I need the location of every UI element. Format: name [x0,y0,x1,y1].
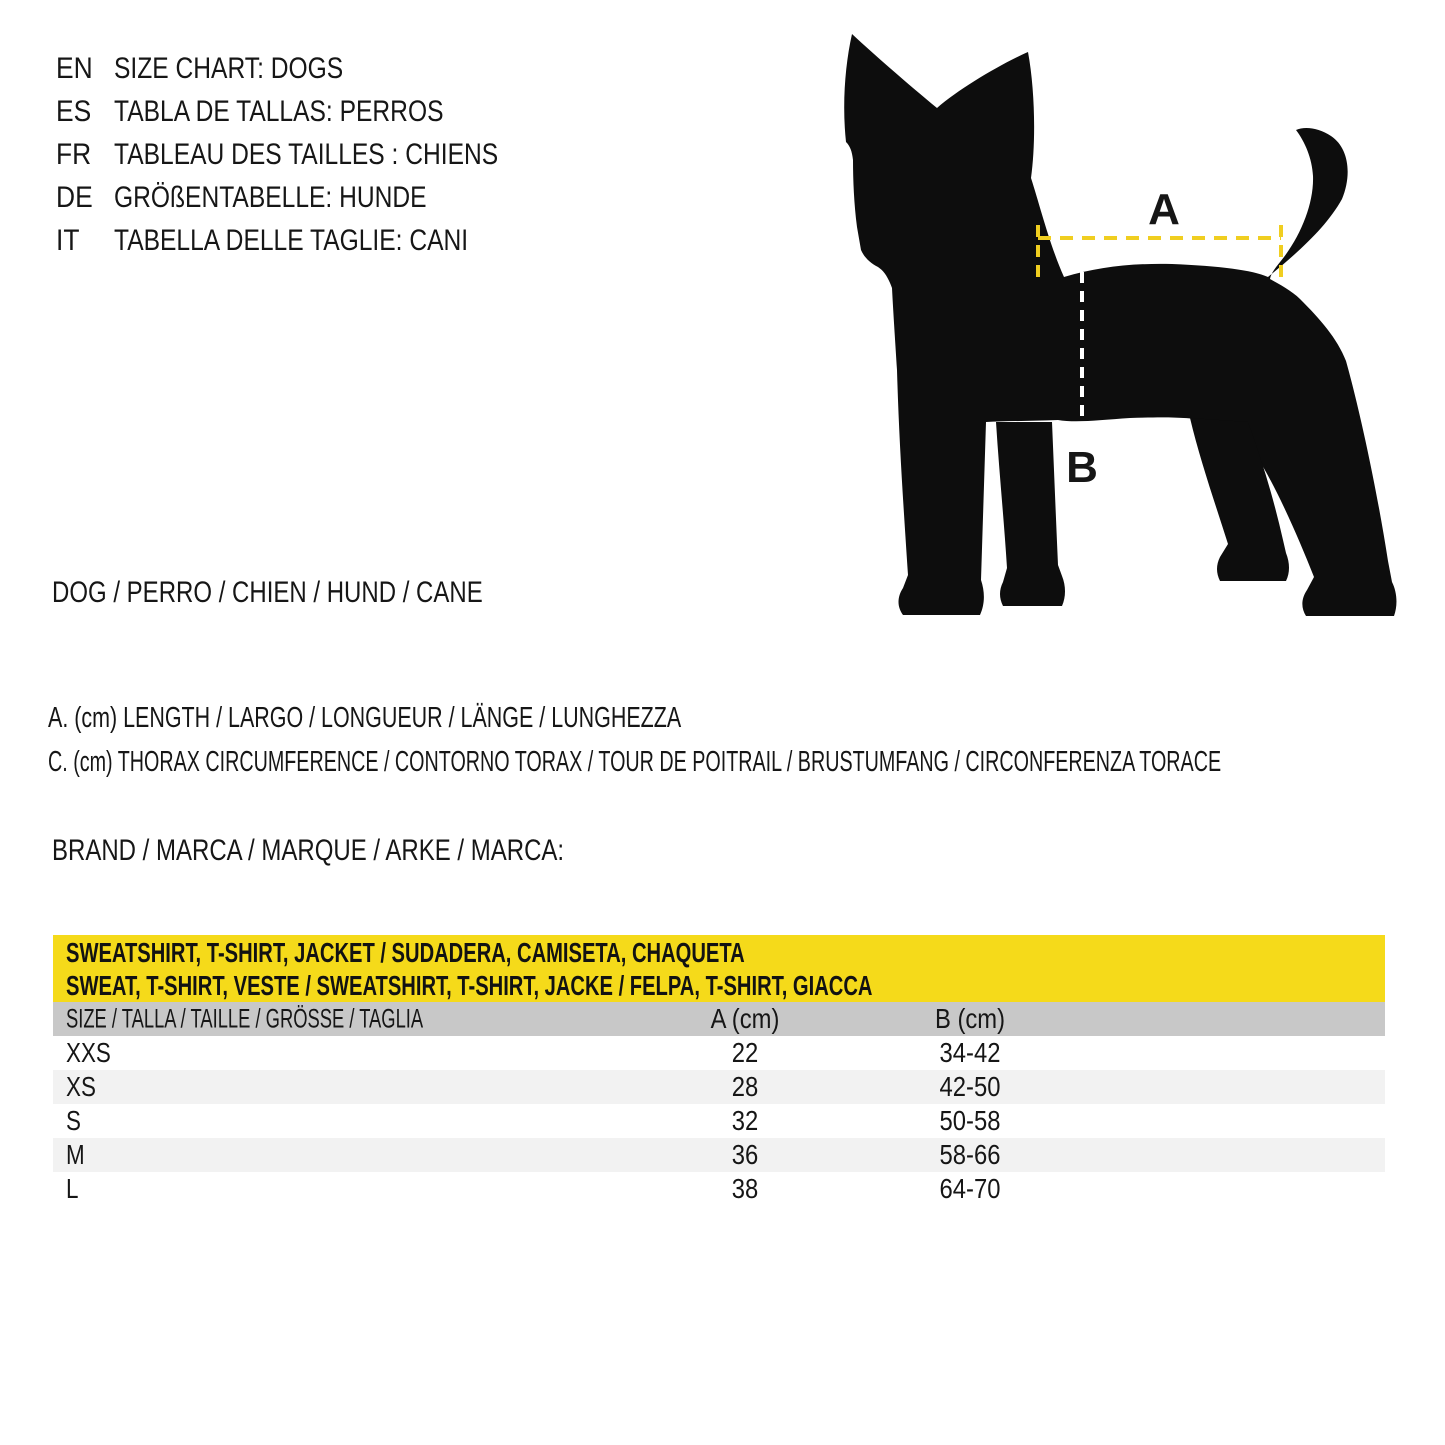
dog-silhouette [844,34,1396,616]
cell-a: 38 [731,1173,759,1204]
b-label: B [1066,443,1098,492]
dog-measurement-diagram [800,20,1445,665]
measurement-note-a-text: A. (cm) LENGTH / LARGO / LONGUEUR / LÄNGE / LUNGHEZZA [48,702,682,734]
table-header-band [53,935,1385,1002]
table-row [53,1070,1385,1104]
cell-b: 42-50 [939,1071,1001,1102]
dog-body-shape [844,34,1396,616]
cell-size: XXS [66,1037,111,1068]
a-label: A [1148,185,1180,234]
language-title-list [56,47,583,262]
table-row [53,1104,1385,1138]
cell-b: 58-66 [939,1139,1001,1170]
column-header-b: B (cm) [935,1003,1006,1034]
table-header-line-2: SWEAT, T-SHIRT, VESTE / SWEATSHIRT, T-SHIRT, JACKE / FELPA, T-SHIRT, GIACCA [66,969,873,1001]
brand-label-text: BRAND / MARCA / MARQUE / ARKE / MARCA: [52,834,565,867]
language-row [56,176,583,219]
language-code: FR [56,137,92,171]
column-header-size: SIZE / TALLA / TAILLE / GRÖSSE / TAGLIA [66,1003,424,1034]
cell-a: 32 [731,1105,759,1136]
language-row [56,47,583,90]
column-header-row [53,1002,1385,1036]
size-table [53,935,1385,1206]
language-row [56,219,583,262]
animal-label [52,576,590,610]
cell-size: XS [66,1071,96,1102]
language-title: GRÖßENTABELLE: HUNDE [114,180,427,214]
language-title: SIZE CHART: DOGS [114,51,344,85]
language-title: TABELLA DELLE TAGLIE: CANI [114,223,469,257]
cell-a: 36 [731,1139,759,1170]
cell-b: 50-58 [939,1105,1001,1136]
cell-a: 28 [731,1071,759,1102]
cell-b: 64-70 [939,1173,1001,1204]
brand-label [52,834,692,868]
table-row [53,1138,1385,1172]
cell-size: M [66,1139,85,1170]
table-header-line-1: SWEATSHIRT, T-SHIRT, JACKET / SUDADERA, CAMISETA, CHAQUETA [66,936,745,968]
language-title: TABLEAU DES TAILLES : CHIENS [114,137,499,171]
animal-label-text: DOG / PERRO / CHIEN / HUND / CANE [52,576,483,609]
language-title: TABLA DE TALLAS: PERROS [114,94,444,128]
cell-size: S [66,1105,81,1136]
cell-size: L [66,1173,79,1204]
language-row [56,90,583,133]
language-row [56,133,583,176]
measurement-note-c [48,746,1445,779]
measurement-note-c-text: C. (cm) THORAX CIRCUMFERENCE / CONTORNO TORAX / TOUR DE POITRAIL / BRUSTUMFANG / CIRCONFERENZA TORACE [48,746,1222,778]
dog-far-front-leg [996,422,1065,606]
cell-a: 22 [731,1037,759,1068]
cell-b: 34-42 [939,1037,1001,1068]
dog-diagram-svg [800,20,1445,665]
column-header-a: A (cm) [710,1003,780,1034]
language-code: ES [56,94,92,128]
language-code: EN [56,51,93,85]
language-code: IT [56,223,80,257]
table-row [53,1172,1385,1206]
table-row [53,1036,1385,1070]
measurement-note-a [48,702,904,735]
language-code: DE [56,180,93,214]
